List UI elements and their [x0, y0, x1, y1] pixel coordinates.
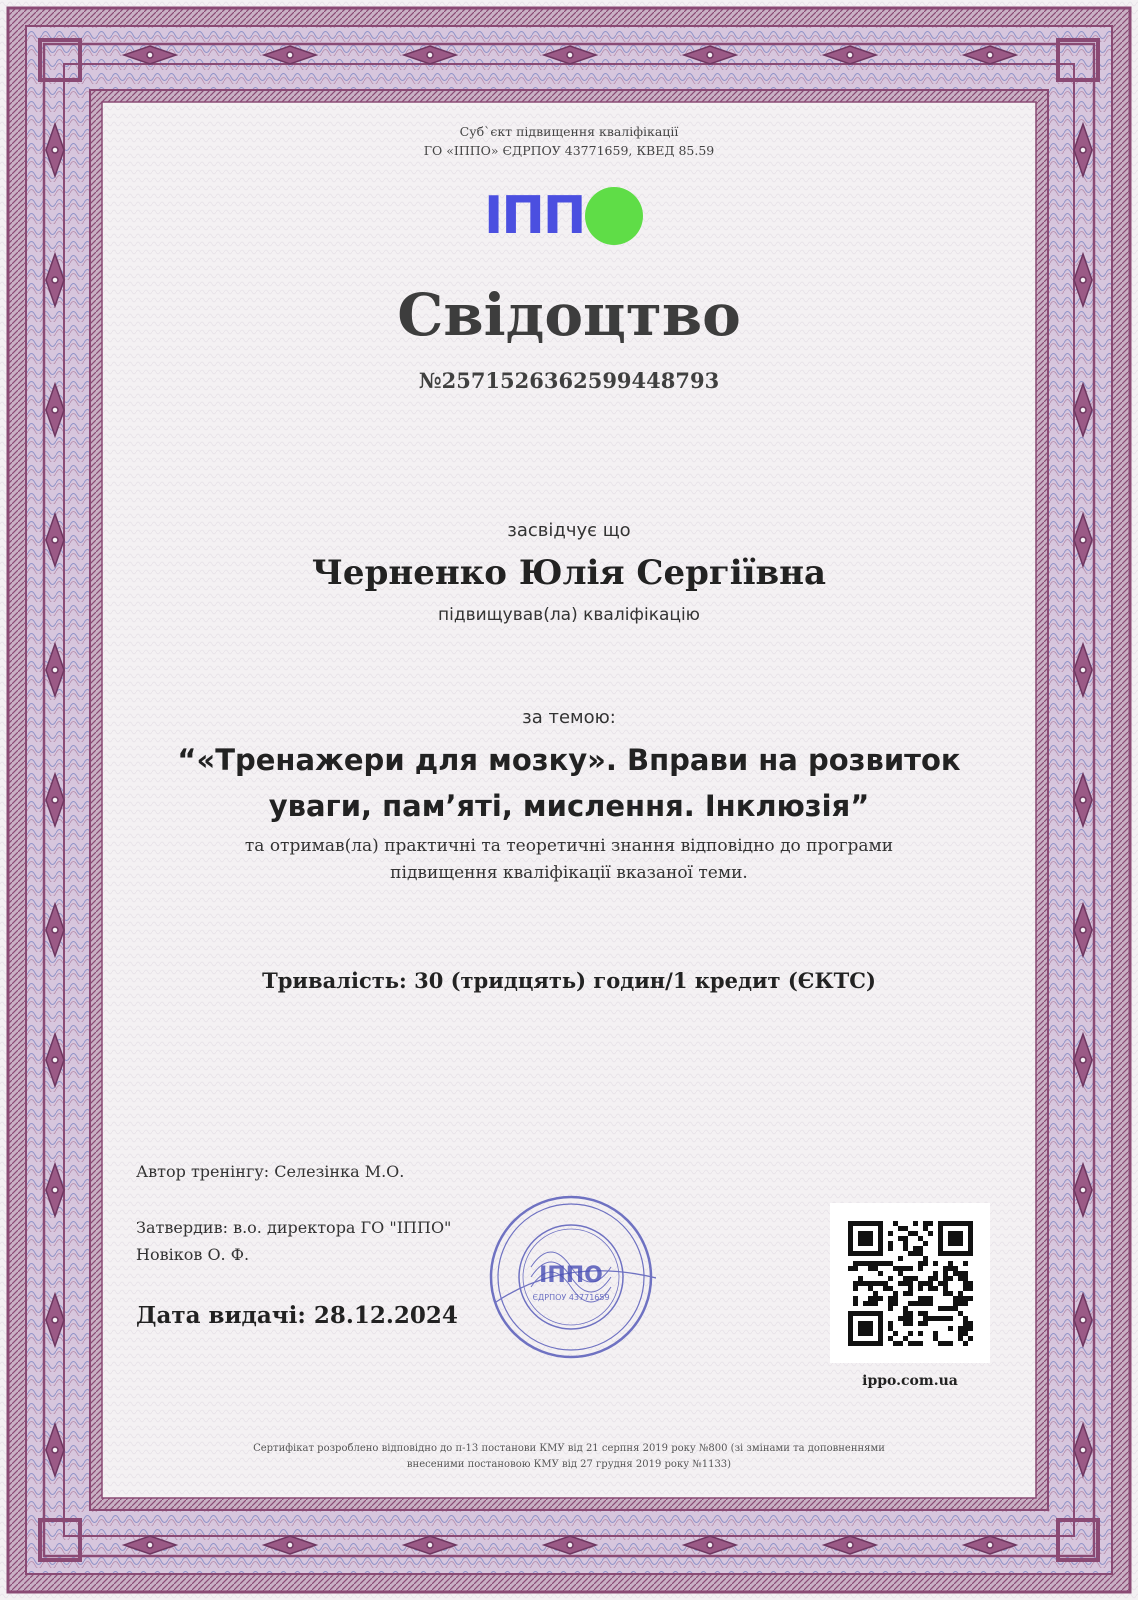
footnote-line-1: Сертифікат розроблено відповідно до п-13 постанови КМУ від 21 серпня 2019 року №800 (зі змінами та доповненнями [253, 1443, 885, 1454]
legal-footnote [0, 1441, 1138, 1473]
footnote-line-2: внесеними постановою КМУ від 27 грудня 2019 року №1133) [406, 1459, 732, 1470]
topic-label: за темою: [522, 707, 616, 728]
training-author: Автор тренінгу: Селезінка М.О. [136, 1162, 405, 1181]
stamp-code-text: ЄДРПОУ 43771659 [532, 1293, 610, 1302]
stamp-center-text: ІППО [539, 1263, 603, 1288]
certificate-number: №2571526362599448793 [418, 368, 720, 393]
issuer-line-1: Суб`єкт підвищення кваліфікації [459, 124, 679, 139]
certifies-label: засвідчує що [507, 520, 631, 541]
approved-line-2: Новіков О. Ф. [136, 1245, 250, 1264]
received-statement [0, 833, 1138, 887]
qualified-label: підвищував(ла) кваліфікацію [438, 605, 700, 625]
logo-green-dot-icon [585, 187, 643, 245]
issue-date: Дата видачі: 28.12.2024 [136, 1302, 458, 1329]
logo-text: ІПП [484, 186, 585, 246]
approved-line-1: Затвердив: в.о. директора ГО "ІППО" [136, 1218, 452, 1237]
approved-by [136, 1214, 451, 1268]
course-duration: Тривалість: 30 (тридцять) годин/1 кредит (ЄКТС) [262, 968, 876, 993]
course-topic [0, 737, 1138, 829]
website-link[interactable]: ippo.com.ua [862, 1373, 958, 1389]
issuer-info [0, 122, 1138, 160]
official-stamp-icon [486, 1192, 656, 1362]
certificate-title: Свідоцтво [397, 281, 741, 349]
qr-code[interactable] [830, 1203, 990, 1363]
holder-name: Черненко Юлія Сергіївна [311, 553, 827, 593]
topic-line-2: уваги, пам’яті, мислення. Інклюзія” [268, 789, 870, 823]
topic-line-1: “«Тренажери для мозку». Вправи на розвиток [177, 743, 961, 777]
received-line-1: та отримав(ла) практичні та теоретичні знання відповідно до програми [244, 836, 894, 856]
received-line-2: підвищення кваліфікації вказаної теми. [390, 863, 748, 883]
ippo-logo [484, 184, 644, 248]
qr-code-icon [830, 1203, 990, 1363]
issuer-line-2: ГО «ІППО» ЄДРПОУ 43771659, КВЕД 85.59 [423, 143, 715, 158]
